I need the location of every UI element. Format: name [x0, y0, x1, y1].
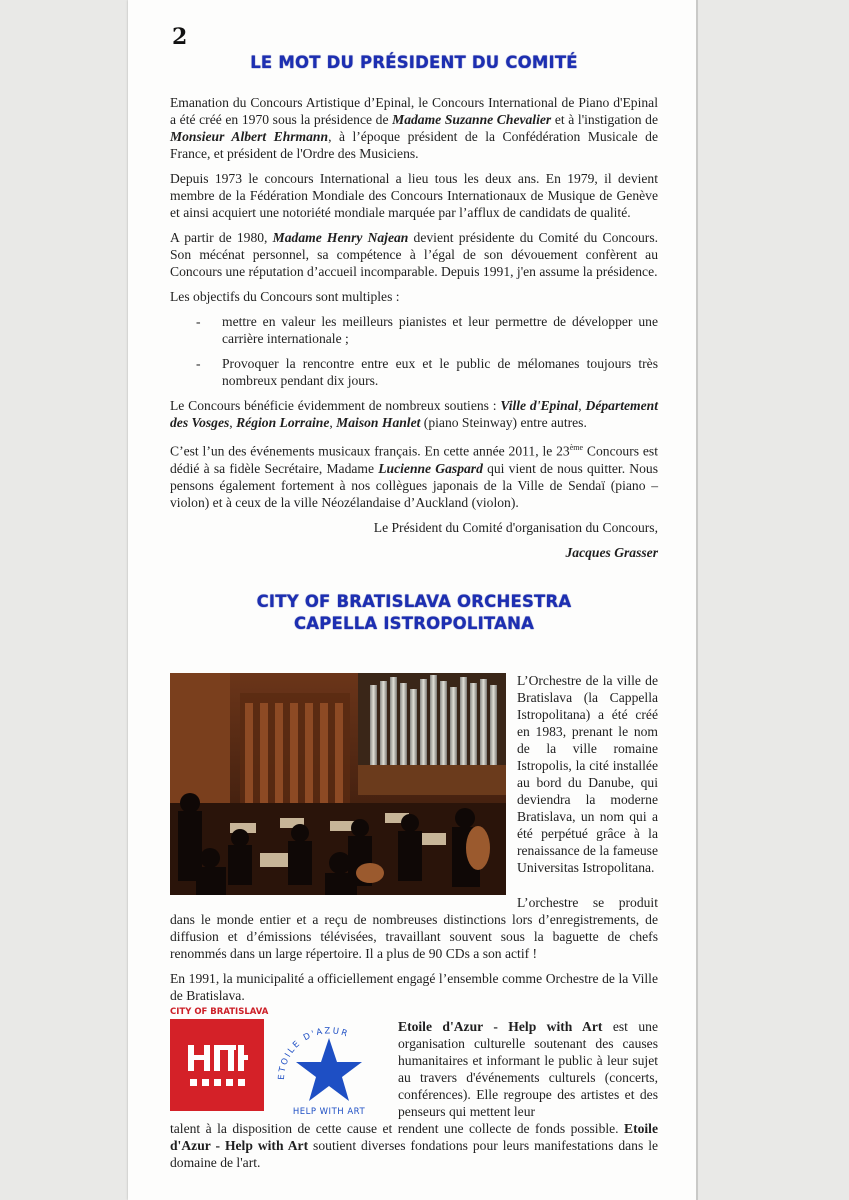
- paragraph-1973: Depuis 1973 le concours International a lieu tous les deux ans. En 1979, il devient membre de la Fédération Mondiale des Concours Internationaux de Musique de Genève et ainsi acquiert une notoriété mondiale marquée par l’afflux de candidats de qualité.: [170, 171, 658, 220]
- page-number: 2: [172, 24, 188, 50]
- signature-line: Le Président du Comité d'organisation du Concours,: [373, 519, 658, 535]
- objective-item: - Provoquer la rencontre entre eux et le public de mélomanes toujours très nombreux pendant dix jours.: [196, 356, 658, 388]
- etoile-d-azur-logo: [270, 1018, 388, 1118]
- city-of-bratislava-logo: [170, 1007, 268, 1115]
- signature-name: Jacques Grasser: [565, 544, 658, 560]
- page-edge: [696, 0, 698, 1200]
- orchestra-title-line1: CITY OF BRATISLAVA ORCHESTRA: [256, 592, 572, 611]
- orchestra-photo: [170, 673, 506, 895]
- paragraph-sponsors: Le Concours bénéficie évidemment de nombreux soutiens : Ville d'Epinal, Département des Vosges, Région Lorraine, Maison Hanlet (piano Steinway) entre autres.: [170, 398, 658, 430]
- star-icon: [296, 1038, 362, 1101]
- etoile-bottom-text: HELP WITH ART: [292, 1107, 366, 1117]
- city-logo-caption: CITY OF BRATISLAVA: [170, 1007, 269, 1017]
- paragraph-1980: A partir de 1980, Madame Henry Najean devient présidente du Comité du Concours. Son mécénat personnel, sa compétence à l’égal de son dévouement confèrent au Concours une réputation d’accueil incomparable. Depuis 1991, j'en assume la présidence.: [170, 230, 659, 279]
- city-emblem-icon: [170, 1019, 264, 1111]
- orchestra-section-body: [170, 894, 658, 1012]
- orchestra-title-line2: CAPELLA ISTROPOLITANA: [293, 614, 535, 633]
- paragraph-1991: En 1991, la municipalité a officiellement engagé l’ensemble comme Orchestre de la Ville de Bratislava.: [170, 971, 658, 1003]
- paragraph-history: Emanation du Concours Artistique d’Epinal, le Concours International de Piano d'Epinal a été créé en 1970 sous la présidence de Madame Suzanne Chevalier et à l'instigation de Monsieur Albert Ehrmann, à l’époque président de la Confédération Musicale de France, et président de l'Ordre des Musiciens.: [170, 95, 658, 161]
- etoile-name: Etoile d'Azur - Help with Art: [398, 1019, 603, 1034]
- paragraph-objectives: Les objectifs du Concours sont multiples :: [170, 289, 400, 304]
- etoile-paragraph-bottom: talent à la disposition de cette cause et rendent une collecte de fonds possible. Etoile d'Azur - Help with Art soutient diverses fondations pour leurs manifestations dans le domaine de l'art.: [170, 1121, 658, 1170]
- paragraph-2011: C’est l’un des événements musicaux français. En cette année 2011, le 23ème Concours est dédié à sa fidèle Secrétaire, Madame Lucienne Gaspard qui vient de nous quitter. Nous pensons également fortement à nos collègues japonais de la Ville de Sendaï (piano – violon) et à ceux de la ville Néozélandaise d’Auckland (violon).: [170, 443, 658, 510]
- objective-item: - mettre en valeur les meilleurs pianistes et leur permettre de développer une carrière internationale ;: [196, 314, 658, 346]
- orchestra-side-text: L’Orchestre de la ville de Bratislava (la Cappella Istropolitana) a été créé en 1983, prenant le nom de la ville romaine Istropolis, la cité installée au bord du Danube, qui deviendra la moderne Bratislava, un nom qui a été perpétué grâce à la renaissance de la fameuse Universitas Istropolitana.: [517, 673, 658, 875]
- paragraph-orchestra-tours: L’orchestre se produit dans le monde entier et a reçu de nombreuses distinctions lors d’enregistrements, de diffusion et d’émissions télévisées, travaillant souvent sous la baguette de chefs renommés dans un large répertoire. Il a plus de 90 CDs a son actif !: [170, 895, 658, 961]
- president-section-body: [170, 94, 658, 569]
- etoile-paragraph-top: Etoile d'Azur - Help with Art est une organisation culturelle soutenant des causes humanitaires et informant le public à leur sujet au travers d'événements culturels (concerts, conférences). Elle regroupe des artistes et des penseurs qui mettent leur: [398, 1019, 658, 1119]
- etoile-name-second: Etoile d'Azur - Help with Art: [170, 1121, 658, 1153]
- etoile-arc-text: ETOILE D'AZUR: [276, 1026, 351, 1081]
- president-section-title: LE MOT DU PRÉSIDENT DU COMITÉ: [250, 53, 578, 72]
